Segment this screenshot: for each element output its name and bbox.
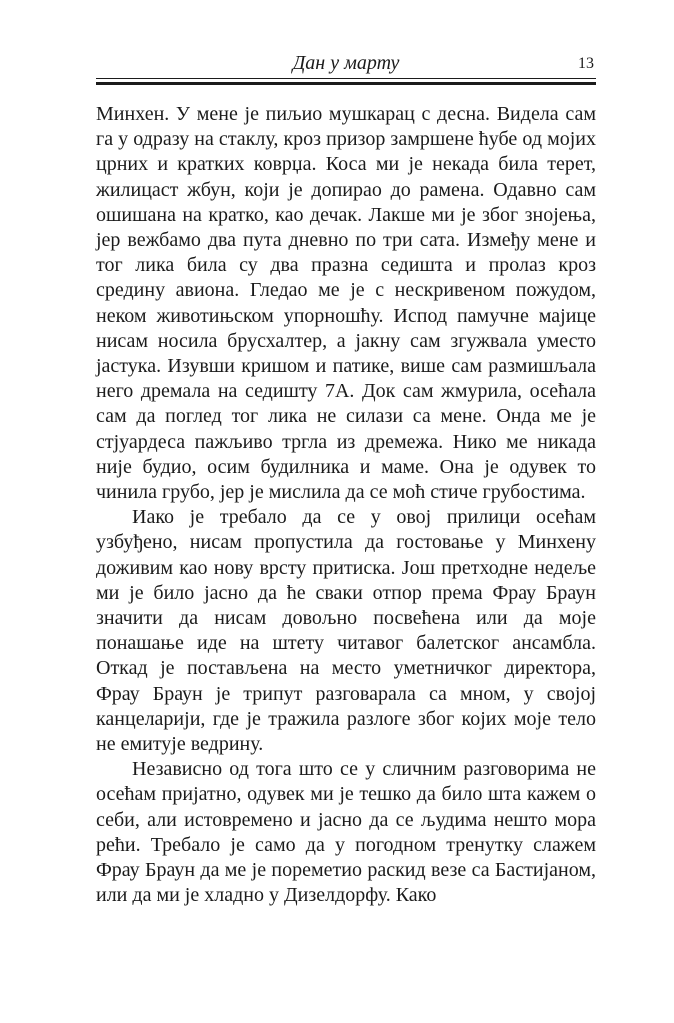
body-text bbox=[96, 102, 596, 909]
running-head bbox=[96, 50, 596, 76]
header-rule-thick bbox=[96, 82, 596, 85]
paragraph: Иако је требало да се у овој прилици осећам узбуђено, нисам пропустила да гостовање у Минхену доживим као нову врсту притиска. Још претходне недеље ми је било јасно да ће сваки отпор према Фрау Браун значити да нисам довољно посвећена или да моје понашање иде на штету читавог балетског ансамбла. Откад је постављена на место уметничког директора, Фрау Браун је трипут разговарала са мном, у својој канцеларији, где је тражила разлоге због којих моје тело не емитује ведрину. bbox=[96, 506, 596, 756]
page-number: 13 bbox=[578, 55, 594, 72]
paragraph: Независно од тога што се у сличним разговорима не осећам пријатно, одувек ми је тешко да било шта кажем о себи, али истовремено и јасно да се људима нешто мора рећи. Требало је само да у погодном тренутку слажем Фрау Браун да ме је пореметио раскид везе са Бастијаном, или да ми је хладно у Дизелдорфу. Како bbox=[96, 758, 596, 907]
paragraph: Минхен. У мене је пиљио мушкарац с десна. Видела сам га у одразу на стаклу, кроз призор замршене ћубе од мојих црних и кратких коврџа. Коса ми је некада била терет, жилицаст жбун, који је допирао до рамена. Одавно сам ошишана на кратко, као дечак. Лакше ми је због знојења, јер вежбамо два пута дневно по три сата. Између мене и тог лика била су два празна седишта и пролаз кроз средину авиона. Гледао ме је с нескривеном пожудом, неком животињском упорношћу. Испод памучне мајице нисам носила брусхалтер, а јакну сам згужвала уместо јастука. Изувши кришом и патике, више сам размишљала него дремала на седишту 7А. Док сам жмурила, осећала сам да поглед тог лика не силази са мене. Онда ме је стјуардеса пажљиво тргла из дремежа. Нико ме никада није будио, осим будилника и маме. Она је одувек то чинила грубо, јер је мислила да се моћ стиче грубостима. bbox=[96, 103, 596, 504]
header-rule-thin bbox=[96, 78, 596, 79]
running-title: Дан у марту bbox=[292, 52, 400, 74]
